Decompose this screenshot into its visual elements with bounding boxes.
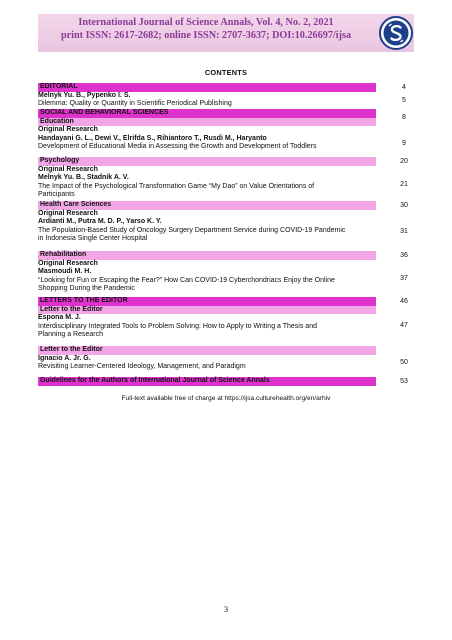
- page-e1: 5: [402, 97, 406, 104]
- label-original-research: Original Research: [38, 209, 98, 217]
- section-bar-editorial: [38, 83, 376, 92]
- contents-title: CONTENTS: [204, 68, 248, 77]
- page-e2: 9: [402, 140, 406, 147]
- label-original-research: Original Research: [38, 126, 98, 134]
- section-social[interactable]: SOCIAL AND BEHAVIORAL SCIENCES: [40, 109, 169, 116]
- page-editorial: 4: [402, 84, 406, 91]
- title-cyberchondriacs-line1[interactable]: “Looking for Fun or Escaping the Fear?” How Can COVID-19 Cyberchondriacs Enjoy the Online: [38, 276, 335, 284]
- page-e4: 31: [400, 228, 408, 235]
- title-oncology-line1[interactable]: The Population-Based Study of Oncology Surgery Department Service during COVID-19 Pandemic: [38, 226, 346, 234]
- subsection-health[interactable]: Health Care Sciences: [40, 201, 112, 208]
- title-cyberchondriacs-line2[interactable]: Shopping During the Pandemic: [38, 285, 135, 293]
- title-oncology-line2[interactable]: in Indonesia Single Center Hospital: [38, 235, 148, 243]
- subsection-education[interactable]: Education: [40, 117, 74, 125]
- label-original-research: Original Research: [38, 165, 98, 173]
- page-psychology: 20: [400, 158, 408, 165]
- journal-title-line: International Journal of Science Annals, Vol. 4, No. 2, 2021: [78, 17, 334, 28]
- authors-melnyk-pypenko: Melnyk Yu. B., Pypenko I. S.: [38, 91, 131, 99]
- page-health: 30: [400, 202, 408, 209]
- subsection-letter-to-editor[interactable]: Letter to the Editor: [40, 346, 103, 353]
- page-e5: 37: [400, 275, 408, 282]
- page-letters: 46: [400, 298, 408, 305]
- journal-seal-icon: [378, 14, 414, 52]
- authors-espona: Espona M. J.: [38, 314, 81, 322]
- full-text-note: Full-text available free of charge at https://ijsa.culturehealth.org/en/arhiv: [121, 395, 331, 402]
- title-learner-centered[interactable]: Revisiting Learner-Centered Ideology, Management, and Paradigm: [38, 363, 246, 371]
- subsection-bar-rehab: [38, 251, 376, 260]
- subsection-bar-psychology: [38, 157, 376, 166]
- page-number: 3: [223, 604, 229, 614]
- title-dilemma[interactable]: Dilemma: Quality or Quantity in Scientific Periodical Publishing: [38, 100, 232, 108]
- authors-ignacio: Ignacio A. Jr. G.: [38, 354, 91, 362]
- subsection-letter-to-editor[interactable]: Letter to the Editor: [40, 305, 103, 313]
- page-rehab: 36: [400, 252, 408, 259]
- label-original-research: Original Research: [38, 259, 98, 267]
- section-letters[interactable]: LETTERS TO THE EDITOR: [40, 297, 128, 304]
- subsection-psychology[interactable]: Psychology: [40, 157, 80, 164]
- page-e6: 47: [400, 322, 408, 329]
- page-guidelines: 53: [400, 378, 408, 385]
- page-e7: 50: [400, 359, 408, 366]
- title-my-dao-line1[interactable]: The Impact of the Psychological Transformation Game “My Dao” on Value Orientations of: [38, 182, 315, 190]
- title-interdisciplinary-line1[interactable]: Interdisciplinary Integrated Tools to Problem Solving: How to Apply to Writing a Thesis and: [38, 322, 317, 330]
- section-guidelines[interactable]: Guidelines for the Authors of International Journal of Science Annals: [40, 377, 270, 384]
- page-e3: 21: [400, 181, 408, 188]
- subsection-bar-education: [38, 118, 376, 127]
- authors-masmoudi: Masmoudi M. H.: [38, 268, 92, 276]
- journal-issn-line: print ISSN: 2617-2682; online ISSN: 2707-3637; DOI:10.26697/ijsa: [60, 30, 352, 41]
- authors-ardianti: Ardianti M., Putra M. D. P., Yarso K. Y.: [38, 218, 162, 226]
- subsection-rehabilitation[interactable]: Rehabilitation: [40, 251, 87, 258]
- section-editorial[interactable]: EDITORIAL: [40, 83, 78, 90]
- title-my-dao-line2[interactable]: Participants: [38, 191, 75, 199]
- page-social: 8: [402, 114, 406, 121]
- title-interdisciplinary-line2[interactable]: Planning a Research: [38, 331, 103, 339]
- title-educational-media[interactable]: Development of Educational Media in Assessing the Growth and Development of Toddlers: [38, 143, 317, 151]
- authors-melnyk-stadnik: Melnyk Yu. B., Stadnik A. V.: [38, 174, 129, 182]
- authors-handayani: Handayani G. L., Dewi V., Elrifda S., Rihiantoro T., Rusdi M., Haryanto: [38, 134, 267, 142]
